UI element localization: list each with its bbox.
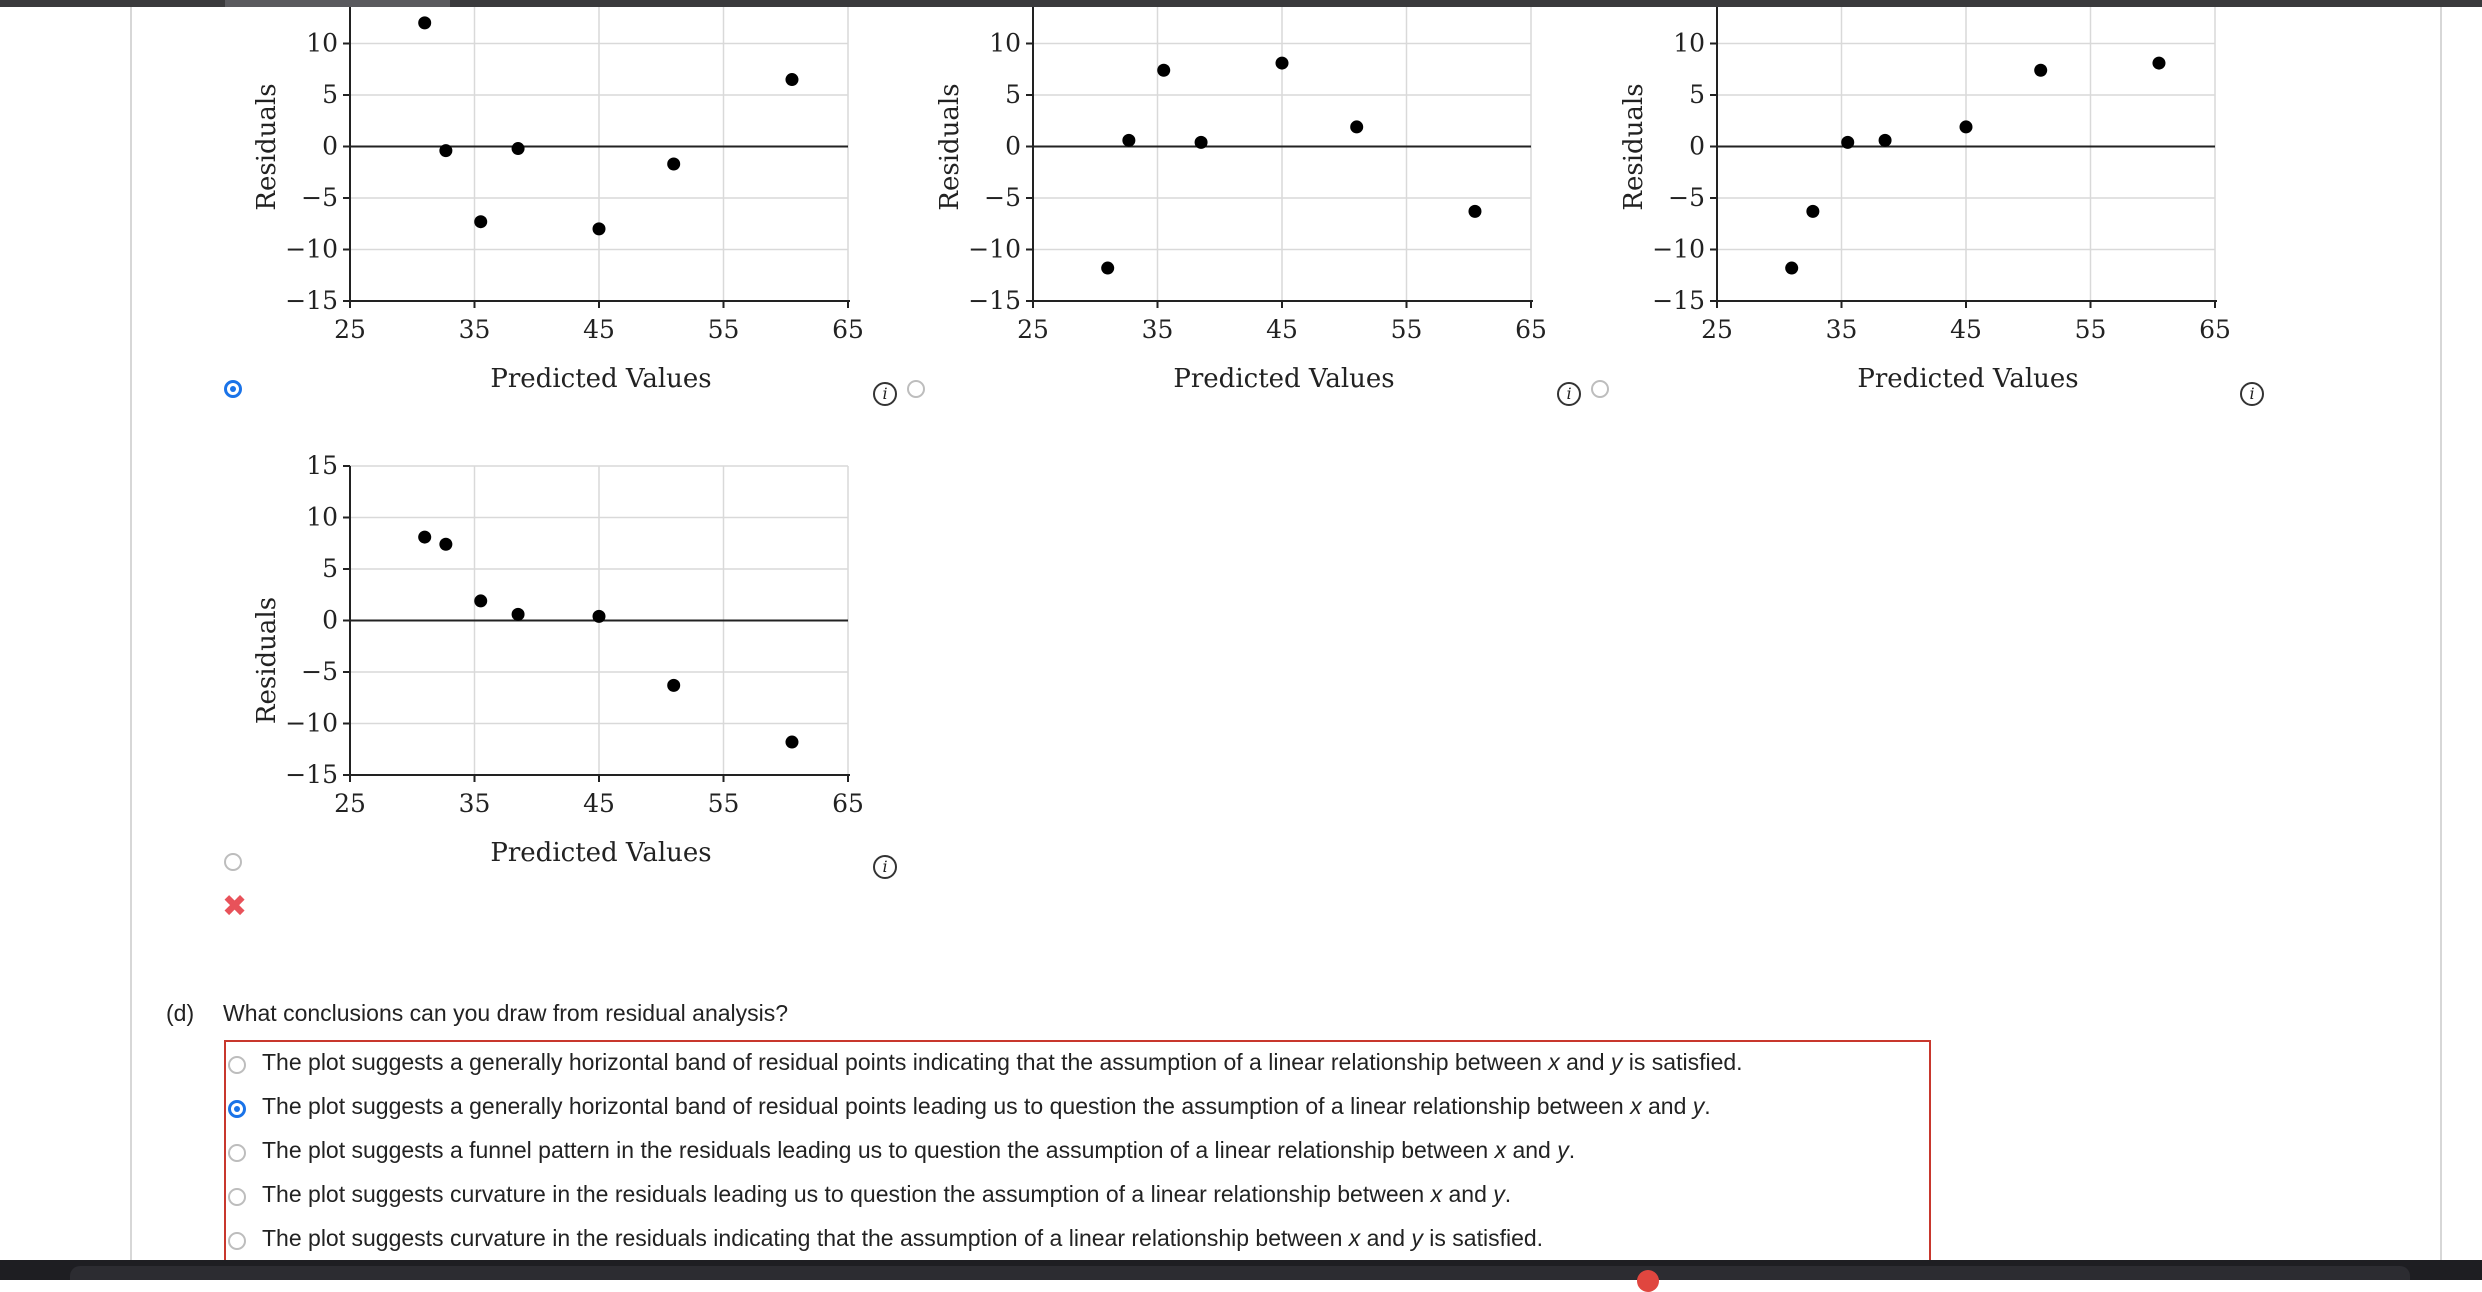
x-tick-label: 65: [832, 789, 864, 818]
y-tick-label: 0: [322, 605, 338, 635]
y-tick-label: −5: [1668, 183, 1705, 212]
answer-text-part: .: [1568, 1137, 1576, 1163]
answer-text-part: and: [1641, 1093, 1693, 1119]
data-point: [418, 16, 431, 29]
y-tick-label: 0: [1005, 131, 1021, 161]
answer-text-part: .: [1704, 1093, 1711, 1119]
question-d: [166, 1000, 788, 1027]
answer-text-part: and: [1506, 1137, 1558, 1163]
answer-text-part: The plot suggests a generally horizontal band of residual points leading us to question the assumption of a linear relationship between: [262, 1093, 1631, 1119]
data-point: [1468, 205, 1481, 218]
x-tick-label: 55: [1390, 315, 1423, 344]
answer-radio[interactable]: [228, 1188, 246, 1206]
x-tick-label: 65: [832, 315, 864, 344]
data-point: [785, 73, 798, 86]
residual-plot-option-1: [245, 0, 865, 430]
y-tick-label: 0: [322, 131, 338, 161]
residual-plot-option-4: [245, 440, 865, 870]
math-variable: y: [1411, 1225, 1423, 1251]
info-icon[interactable]: i: [1557, 382, 1581, 406]
y-axis-title: Residuals: [1619, 83, 1649, 211]
answer-text-part: is satisfied.: [1622, 1049, 1743, 1075]
data-point: [474, 215, 487, 228]
data-point: [1350, 120, 1363, 133]
y-tick-label: −15: [968, 286, 1021, 315]
y-tick-label: −10: [285, 708, 338, 738]
answer-options-box: [224, 1040, 1931, 1262]
answer-text-part: .: [1504, 1181, 1512, 1207]
data-point: [593, 222, 606, 235]
y-tick-label: −10: [285, 234, 338, 264]
math-variable: y: [1610, 1049, 1623, 1075]
y-tick-label: 10: [1673, 28, 1705, 58]
data-point: [593, 610, 606, 623]
math-variable: x: [1348, 1225, 1361, 1251]
y-tick-label: 10: [306, 28, 338, 58]
data-point: [1785, 262, 1798, 275]
answer-option[interactable]: [226, 1044, 1926, 1084]
data-point: [1841, 136, 1854, 149]
incorrect-x-icon: ✖: [222, 889, 248, 924]
data-point: [1157, 64, 1170, 77]
answer-text-part: is satisfied.: [1422, 1225, 1544, 1251]
data-point: [1276, 57, 1289, 70]
math-variable: x: [1630, 1093, 1642, 1119]
data-point: [474, 594, 487, 607]
y-tick-label: 5: [1005, 80, 1021, 109]
question-prompt: What conclusions can you draw from residual analysis?: [223, 1000, 789, 1026]
y-tick-label: −15: [285, 286, 338, 315]
info-icon[interactable]: i: [873, 855, 897, 879]
math-variable: x: [1548, 1049, 1560, 1075]
data-point: [512, 142, 525, 155]
data-point: [667, 158, 680, 171]
answer-text: [262, 1049, 1743, 1076]
content-right-border: [2440, 7, 2442, 1260]
data-point: [1122, 134, 1135, 147]
data-point: [2034, 64, 2047, 77]
x-tick-label: 55: [707, 789, 740, 818]
data-point: [1806, 205, 1819, 218]
dock-notification-dot: [1637, 1270, 1659, 1292]
x-tick-label: 25: [334, 789, 366, 818]
y-tick-label: 10: [306, 502, 338, 532]
y-tick-label: 5: [322, 80, 338, 109]
y-tick-label: −5: [984, 183, 1021, 212]
answer-text: [262, 1093, 1711, 1120]
answer-option[interactable]: [226, 1220, 1926, 1260]
data-point: [418, 531, 431, 544]
answer-radio[interactable]: [228, 1144, 246, 1162]
y-axis-title: Residuals: [252, 83, 282, 211]
residual-plot-option-2: [928, 0, 1548, 430]
answer-radio[interactable]: [228, 1232, 246, 1250]
math-variable: x: [1494, 1137, 1507, 1163]
info-icon[interactable]: i: [2240, 382, 2264, 406]
y-tick-label: −10: [1652, 234, 1705, 264]
math-variable: y: [1692, 1093, 1705, 1119]
x-tick-label: 35: [1141, 315, 1174, 344]
answer-text-part: The plot suggests a funnel pattern in the residuals leading us to question the assumption of a linear relationship between: [262, 1137, 1495, 1163]
x-tick-label: 35: [1825, 315, 1858, 344]
residual-plot-option-3: [1612, 0, 2232, 430]
answer-text-part: and: [1442, 1181, 1494, 1207]
dock-pill: [70, 1266, 2410, 1280]
x-tick-label: 45: [1266, 315, 1298, 344]
data-point: [1195, 136, 1208, 149]
x-axis-title: Predicted Values: [490, 838, 712, 868]
info-icon[interactable]: i: [873, 382, 897, 406]
answer-option[interactable]: [226, 1132, 1926, 1172]
x-axis-title: Predicted Values: [490, 364, 712, 394]
y-tick-label: −10: [968, 234, 1021, 264]
x-tick-label: 25: [1017, 315, 1049, 344]
question-label: (d): [166, 1000, 195, 1026]
y-tick-label: 15: [306, 451, 338, 480]
answer-text-part: and: [1360, 1225, 1412, 1251]
y-tick-label: −5: [301, 183, 338, 212]
plot-option-radio-1[interactable]: [224, 380, 242, 398]
answer-radio[interactable]: [228, 1056, 246, 1074]
x-tick-label: 45: [583, 789, 615, 818]
x-tick-label: 45: [1950, 315, 1982, 344]
plot-option-radio-2[interactable]: [907, 380, 925, 398]
data-point: [1879, 134, 1892, 147]
x-tick-label: 25: [334, 315, 366, 344]
answer-text: [262, 1225, 1543, 1252]
y-tick-label: 5: [322, 554, 338, 583]
data-point: [439, 144, 452, 157]
x-tick-label: 65: [2199, 315, 2231, 344]
data-point: [2152, 57, 2165, 70]
answer-option[interactable]: [226, 1176, 1926, 1216]
x-axis-title: Predicted Values: [1173, 364, 1395, 394]
x-tick-label: 65: [1515, 315, 1547, 344]
x-tick-label: 25: [1701, 315, 1733, 344]
answer-radio[interactable]: [228, 1100, 246, 1118]
y-tick-label: −15: [1652, 286, 1705, 315]
dock-strip: [0, 1260, 2482, 1280]
y-tick-label: −15: [285, 760, 338, 789]
content-left-border: [130, 7, 132, 1260]
data-point: [785, 736, 798, 749]
answer-option[interactable]: [226, 1088, 1926, 1128]
answer-text: [262, 1137, 1575, 1164]
x-tick-label: 45: [583, 315, 615, 344]
x-tick-label: 35: [458, 315, 491, 344]
x-tick-label: 55: [707, 315, 740, 344]
data-point: [1101, 262, 1114, 275]
data-point: [667, 679, 680, 692]
data-point: [1960, 120, 1973, 133]
x-tick-label: 35: [458, 789, 491, 818]
x-tick-label: 55: [2074, 315, 2107, 344]
math-variable: y: [1493, 1181, 1505, 1207]
y-axis-title: Residuals: [935, 83, 965, 211]
math-variable: x: [1430, 1181, 1443, 1207]
answer-text-part: The plot suggests curvature in the residuals leading us to question the assumption of a linear relationship between: [262, 1181, 1431, 1207]
answer-text-part: The plot suggests a generally horizontal band of residual points indicating that the assumption of a linear relationship between: [262, 1049, 1549, 1075]
math-variable: y: [1557, 1137, 1569, 1163]
plot-option-radio-3[interactable]: [1591, 380, 1609, 398]
y-axis-title: Residuals: [252, 596, 282, 725]
data-point: [512, 608, 525, 621]
data-point: [439, 538, 452, 551]
plot-option-radio-4[interactable]: [224, 853, 242, 871]
y-tick-label: 0: [1689, 131, 1705, 161]
x-axis-title: Predicted Values: [1857, 364, 2079, 394]
y-tick-label: 5: [1689, 80, 1705, 109]
answer-text-part: The plot suggests curvature in the residuals indicating that the assumption of a linear relationship between: [262, 1225, 1349, 1251]
answer-text: [262, 1181, 1511, 1208]
y-tick-label: −5: [301, 657, 338, 686]
answer-text-part: and: [1559, 1049, 1611, 1075]
y-tick-label: 10: [989, 28, 1021, 58]
